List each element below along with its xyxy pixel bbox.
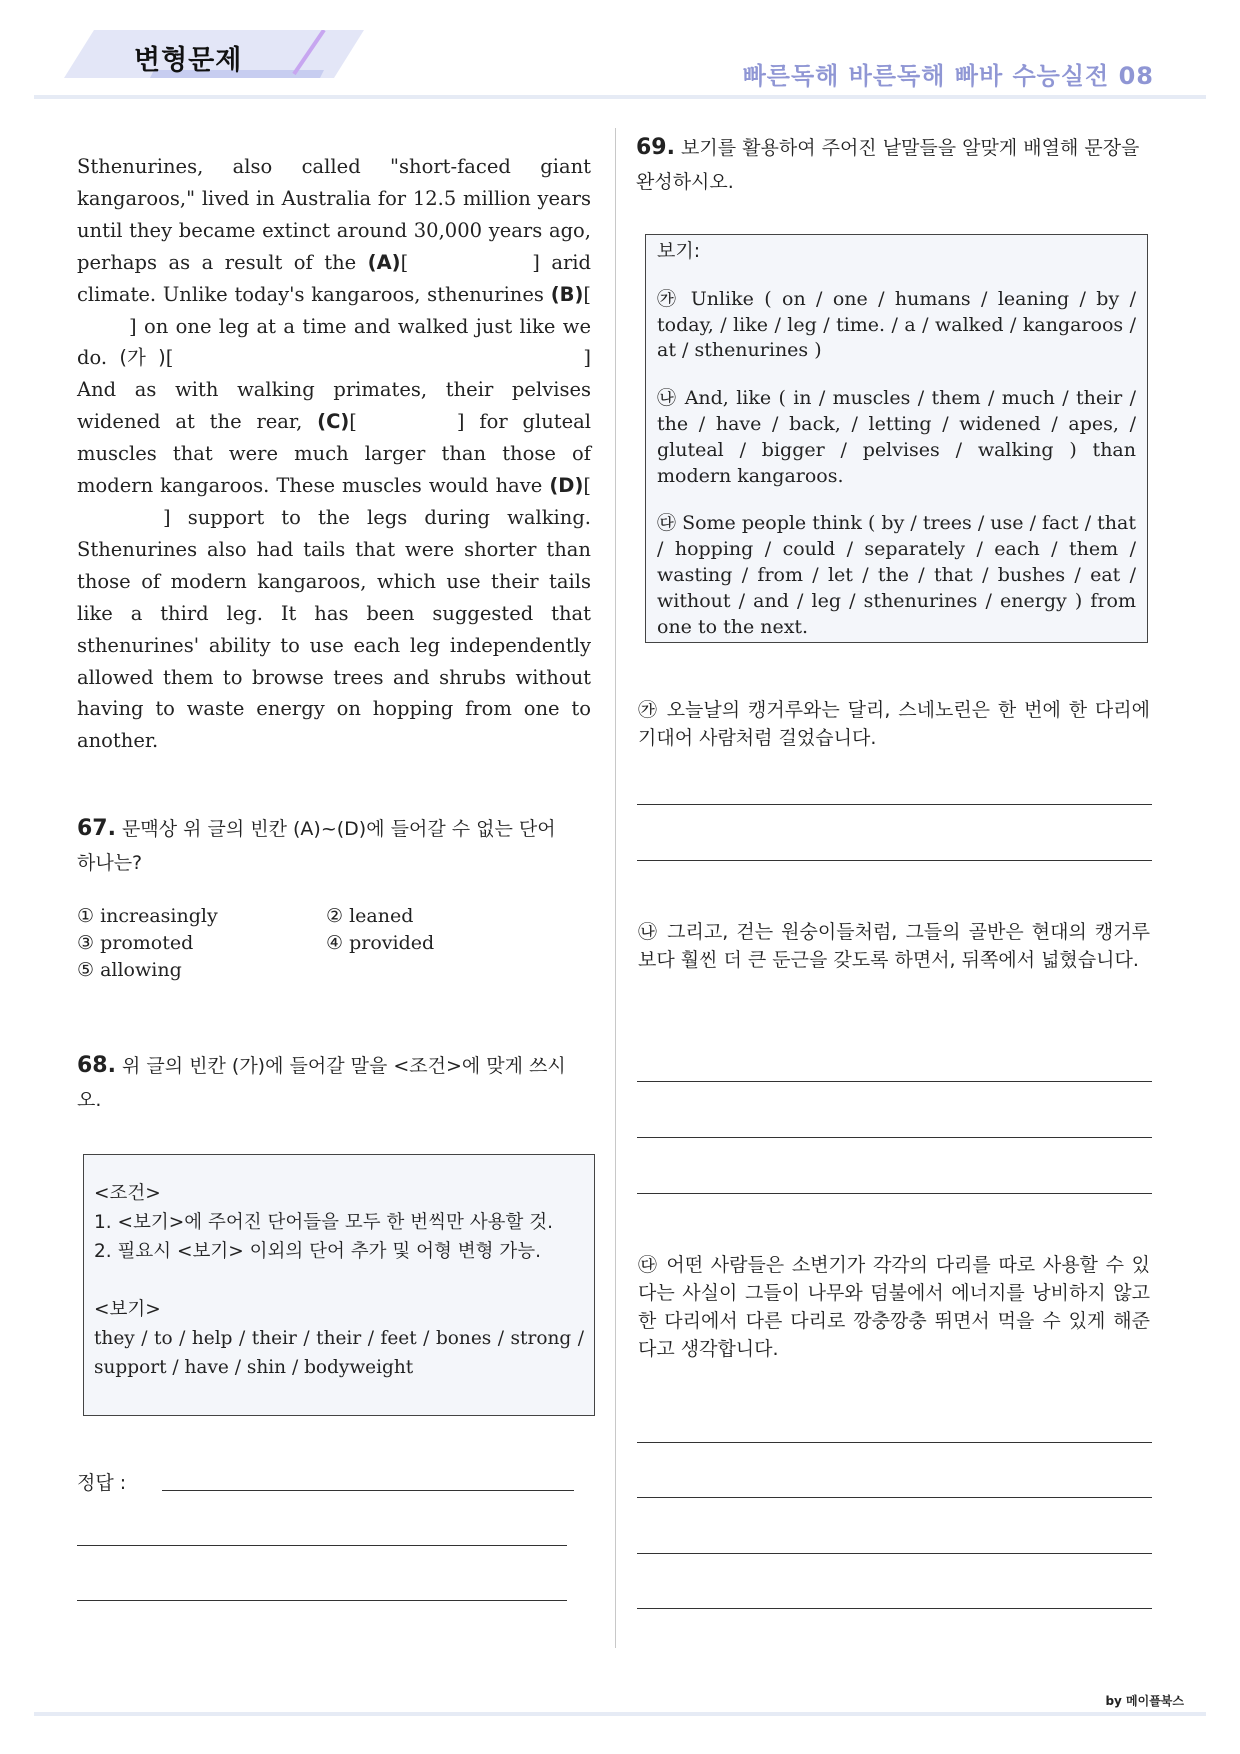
answer-line[interactable] [637,1497,1152,1498]
answer-line[interactable] [637,1553,1152,1554]
answer-line[interactable] [637,1137,1152,1138]
answer-line[interactable] [637,860,1152,861]
question-67 [77,812,577,880]
answer-line[interactable] [637,1193,1152,1194]
bogi-label: 보기: [657,240,701,262]
answer-line[interactable] [77,1600,567,1601]
blank-b-label: (B) [550,282,584,306]
bogi-item-na [657,386,1136,489]
answer-line[interactable] [637,1442,1152,1443]
item-marker: ㉰ [657,512,677,535]
bogi-title: <보기> [94,1299,161,1320]
answer-line[interactable] [637,1608,1152,1609]
option-3[interactable]: ③ promoted [77,932,194,954]
condition-box [83,1154,595,1416]
passage-text-1: Sthenurines, also called "short-faced giant kangaroos," lived in Australia for 12.5 million years until they became extinct around 30,000 years ago, perhaps as a result of the [77,155,591,274]
korean-prompt-na: ㉯ 그리고, 걷는 원숭이들처럼, 그들의 골반은 현대의 캥거루보다 훨씬 더 큰 둔근을 갖도록 하면서, 뒤쪽에서 넓혔습니다. [638,921,1150,971]
reading-passage: Sthenurines, also called "short-faced giant kangaroos," lived in Australia for 12.5 million years until they became extinct around 30,000 years ago, perhaps as a result of the (A)[ ] arid climate. Unlike today's kangaroos, sthenurines (B)[] on one leg at a time and walked just like we do. (가 )[ ] And as with walking primates, their pelvises widened at the rear, (C)[ ] for gluteal muscles that were much larger than those of modern kangaroos. These muscles would have (D)[] support to the legs during walking. Sthenurines also had tails that were shorter than those of modern kangaroos, which use their tails like a third leg. It has been suggested that sthenurines' ability to use each leg independently allowed them to browse trees and shrubs without having to waste energy on hopping from one to another. [77,155,592,753]
option-2[interactable]: ② leaned [326,905,414,927]
passage-text-6: support to the legs during walking. Sthenurines also had tails that were shorter than those of modern kangaroos, which use their tails like a third leg. It has been suggested that sthenurines' ability to use each leg independently allowed them to browse trees and shrubs without having to waste energy on hopping from one to another. [77,505,592,753]
item-text: Unlike ( on / one / humans / leaning / by / today, / like / leg / time. / a / walked / kangaroos / at / sthenurines ) [657,287,1136,362]
korean-prompt-ga: ㉮ 오늘날의 캥거루와는 달리, 스네노린은 한 번에 한 다리에 기대어 사람처럼 걸었습니다. [638,699,1150,749]
question-69 [636,131,1148,199]
bogi-item-da [657,511,1136,640]
header-rule [34,95,1206,99]
item-text: Some people think ( by / trees / use / fact / that / hopping / could / separately / each / them / wasting / from / let / the / that / bushes / eat / without / and / leg / sthenurines / energy ) from one to the next. [657,512,1136,638]
option-5[interactable]: ⑤ allowing [77,959,182,981]
option-1[interactable]: ① increasingly [77,905,218,927]
bogi-words: they / to / help / their / their / feet / bones / strong / support / have / shin / bodyweight [94,1328,584,1378]
question-number: 69. [636,135,675,160]
question-text: 위 글의 빈칸 (가)에 들어갈 말을 <조건>에 맞게 쓰시오. [77,1055,566,1111]
question-text: 보기를 활용하여 주어진 낱말들을 알맞게 배열해 문장을 완성하시오. [636,137,1140,193]
bogi-item-ga [657,287,1136,364]
question-text: 문맥상 위 글의 빈칸 (A)~(D)에 들어갈 수 없는 단어 하나는? [77,818,556,874]
item-marker: ㉮ [657,287,681,310]
passage-text-3: on one leg at a time and walked just like we do. [77,314,591,370]
header-title: 빠른독해 바른독해 빠바 수능실전 08 [742,62,1154,90]
item-marker: ㉯ [657,387,678,410]
passage-text-5: for gluteal muscles that were much larger than those of modern kangaroos. These muscles would have [77,410,591,498]
answer-line[interactable] [77,1545,567,1546]
question-68 [77,1049,577,1117]
passage-text-4: And as with walking primates, their pelvises widened at the rear, [77,378,591,434]
question-number: 68. [77,1053,116,1078]
korean-prompt-da: ㉰ 어떤 사람들은 소변기가 각각의 다리를 따로 사용할 수 있다는 사실이 그들이 나무와 덤불에서 에너지를 낭비하지 않고 한 다리에서 다른 다리로 깡충깡충 뛰면서 먹을 수 있게 해준다고 생각합니다. [638,1254,1150,1360]
blank-d-label: (D) [549,474,584,498]
footer-rule [34,1712,1206,1716]
item-text: And, like ( in / muscles / them / much / their / the / have / back, / letting / widened / apes, / gluteal / bigger / pelvises / walking ) than modern kangaroos. [657,387,1136,487]
answer-line[interactable] [162,1490,574,1491]
question-number: 67. [77,816,116,841]
header-label: 변형문제 [134,45,243,76]
answer-line[interactable] [637,1081,1152,1082]
blank-ga-label: (가 ) [119,346,166,370]
bogi-box [645,234,1148,643]
answer-label: 정답 : [77,1472,127,1494]
footer-credit: by 메이플북스 [1105,1694,1184,1708]
option-4[interactable]: ④ provided [326,932,435,954]
column-divider [615,128,616,1648]
passage-text-2: arid climate. Unlike today's kangaroos, sthenurines [77,250,591,306]
condition-title: <조건> [94,1183,161,1204]
blank-a-label: (A) [367,250,401,274]
condition-1: 1. <보기>에 주어진 단어들을 모두 한 번씩만 사용할 것. [94,1212,554,1233]
blank-c-label: (C) [317,410,350,434]
condition-2: 2. 필요시 <보기> 이외의 단어 추가 및 어형 변형 가능. [94,1241,542,1262]
answer-line[interactable] [637,804,1152,805]
